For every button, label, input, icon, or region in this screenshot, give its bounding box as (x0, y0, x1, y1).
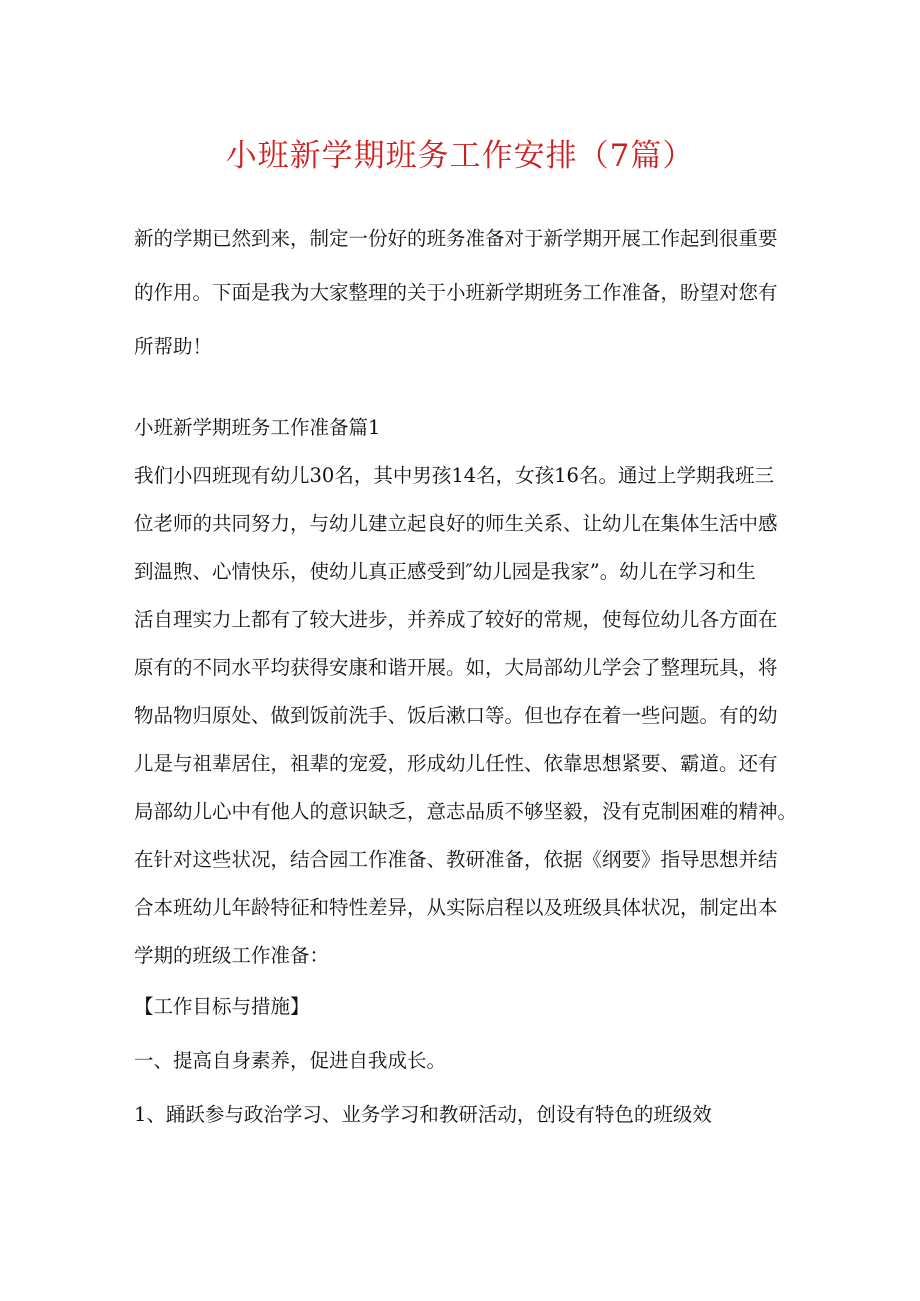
body-line: 活自理实力上都有了较大进步，并养成了较好的常规，使每位幼儿各方面在 (134, 608, 778, 631)
body-line: 原有的不同水平均获得安康和谐开展。如，大局部幼儿学会了整理玩具，将 (134, 656, 778, 679)
body-line: 在针对这些状况，结合园工作准备、教研准备，依据《纲要》指导思想并结 (134, 848, 778, 871)
body-line: 局部幼儿心中有他人的意识缺乏，意志品质不够坚毅，没有克制困难的精神。 (134, 800, 798, 823)
body-line: 儿是与祖辈居住，祖辈的宠爱，形成幼儿任性、依靠思想紧要、霸道。还有 (134, 752, 778, 775)
intro-line: 所帮助！ (134, 335, 213, 358)
body-line: 位老师的共同努力，与幼儿建立起良好的师生关系、让幼儿在集体生活中感 (134, 512, 778, 535)
subheading: 【工作目标与措施】 (134, 995, 310, 1018)
body-line: 合本班幼儿年龄特征和特性差异，从实际启程以及班级具体状况，制定出本 (134, 896, 778, 919)
intro-line: 新的学期已然到来，制定一份好的班务准备对于新学期开展工作起到很重要 (134, 227, 778, 250)
section-heading: 小班新学期班务工作准备篇1 (134, 416, 381, 439)
section-one (134, 404, 798, 1142)
point-heading: 一、提高自身素养，促进自我成长。 (134, 1049, 447, 1072)
list-item: 1、踊跃参与政治学习、业务学习和教研活动，创设有特色的班级效 (134, 1103, 712, 1126)
page-title: 小班新学期班务工作安排（7篇） (225, 138, 695, 174)
body-line: 我们小四班现有幼儿30名，其中男孩14名，女孩16名。通过上学期我班三 (134, 464, 774, 487)
body-line: 学期的班级工作准备： (134, 944, 330, 967)
body-line: 物品物归原处、做到饭前洗手、饭后漱口等。但也存在着一些问题。有的幼 (134, 704, 778, 727)
intro-line: 的作用。下面是我为大家整理的关于小班新学期班务工作准备，盼望对您有 (134, 281, 778, 304)
body-line: 到温煦、心情快乐，使幼儿真正感受到″幼儿园是我家”。幼儿在学习和生 (134, 560, 756, 583)
intro-paragraph (134, 212, 794, 374)
